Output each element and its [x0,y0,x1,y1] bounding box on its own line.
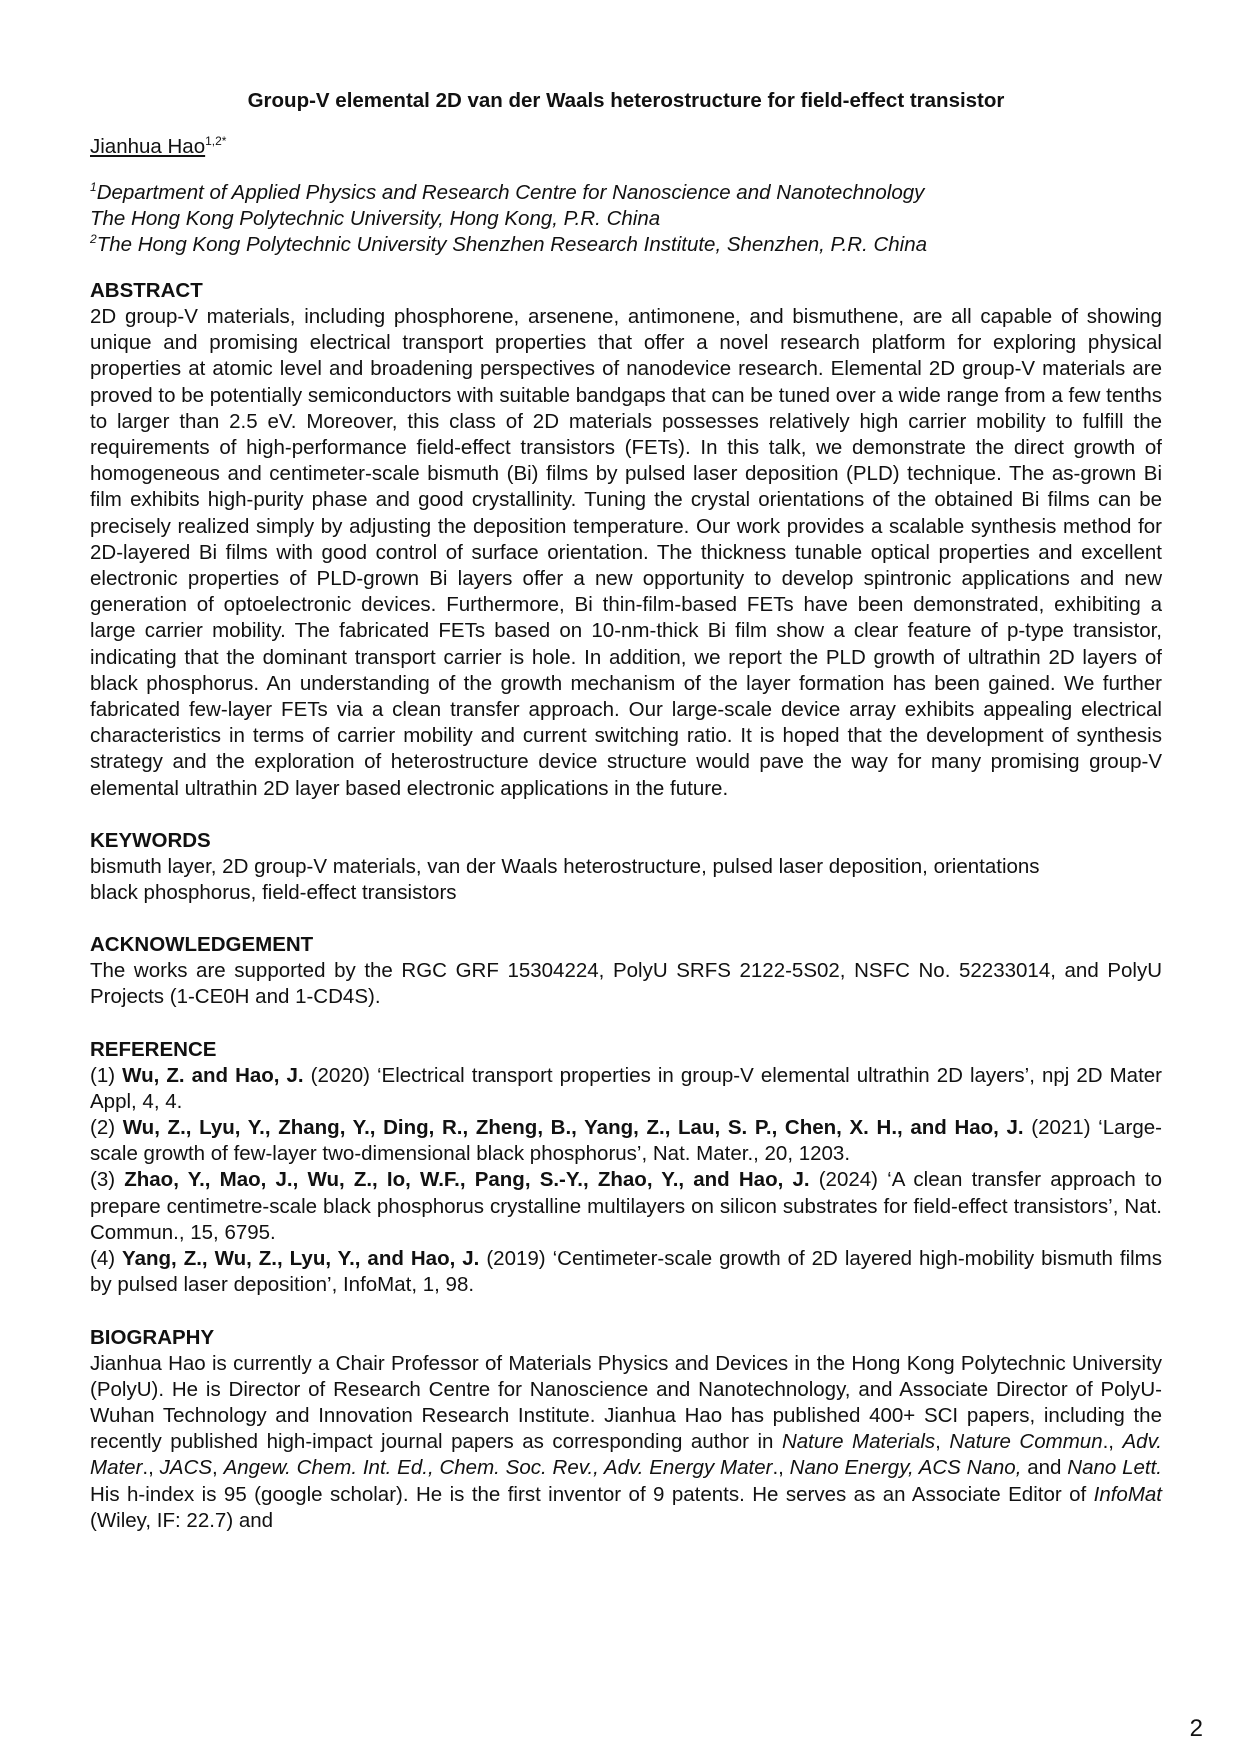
biography-italic-segment: Nature Materials [781,1430,936,1454]
reference-number: (4) [90,1247,123,1271]
biography-italic-segment: InfoMat [1093,1482,1162,1506]
reference-section [90,1037,1162,1299]
abstract-heading: ABSTRACT [90,279,203,302]
reference-authors: Wu, Z. and Hao, J. [122,1063,304,1087]
reference-citation: (2020) ‘Electrical transport properties in group-V elemental ultrathin 2D layers’, npj 2D Mater Appl, 4, 4. [90,1063,1162,1113]
paper-title: Group-V elemental 2D van der Waals heterostructure for field-effect transistor [247,89,1005,112]
page-number: 2 [1189,1715,1203,1742]
reference-authors: Yang, Z., Wu, Z., Lyu, Y., and Hao, J. [122,1247,480,1271]
affiliation-1-sup: 1 [90,180,97,194]
abstract-text: 2D group-V materials, including phosphorene, arsenene, antimonene, and bismuthene, are all capable of showing unique and promising electrical transport properties that offer a novel research platform for exploring physical properties at atomic level and broadening perspectives of nanodevice research. Elemental 2D group-V materials are proved to be potentially semiconductors with suitable bandgaps that can be tuned over a wide range from a few tenths to larger than 2.5 eV. Moreover, this class of 2D materials possesses relatively high carrier mobility to fulfill the requirements of high-performance field-effect transistors (FETs). In this talk, we demonstrate the direct growth of homogeneous and centimeter-scale bismuth (Bi) films by pulsed laser deposition (PLD) technique. The as-grown Bi film exhibits high-purity phase and good crystallinity. Tuning the crystal orientations of the obtained Bi films can be precisely realized simply by adjusting the deposition temperature. Our work provides a scalable synthesis method for 2D-layered Bi films with good control of surface orientation. The thickness tunable optical properties and excellent electronic properties of PLD-grown Bi layers offer a new opportunity to develop spintronic applications and new generation of optoelectronic devices. Furthermore, Bi thin-film-based FETs have been demonstrated, exhibiting a large carrier mobility. The fabricated FETs based on 10-nm-thick Bi film show a clear feature of p-type transistor, indicating that the dominant transport carrier is hole. In addition, we report the PLD growth of ultrathin 2D layers of black phosphorus. An understanding of the growth mechanism of the layer formation has been gained. We further fabricated few-layer FETs via a clean transfer approach. Our large-scale device array exhibits appealing electrical characteristics in terms of carrier mobility and current switching ratio. It is hoped that the development of synthesis strategy and the exploration of heterostructure device structure would pave the way for many promising group-V elemental ultrathin 2D layer based electronic applications in the future. [90,305,1162,800]
biography-section [90,1325,1162,1534]
reference-number: (1) [90,1063,123,1087]
keywords-line-1: bismuth layer, 2D group-V materials, van der Waals heterostructure, pulsed laser deposition, orientations [90,854,1040,878]
keywords-line-2: black phosphorus, field-effect transistors [90,881,457,905]
abstract-section [90,278,1162,802]
affiliation-2-sup: 2 [90,232,97,246]
biography-heading: BIOGRAPHY [90,1325,215,1349]
reference-number: (2) [90,1116,123,1140]
reference-citation: (2019) ‘Centimeter-scale growth of 2D layered high-mobility bismuth films by pulsed laser deposition’, InfoMat, 1, 98. [90,1247,1163,1297]
biography-text-segment: ., [142,1456,160,1480]
author-name: Jianhua Hao [90,135,206,158]
biography-text-segment: (Wiley, IF: 22.7) and [90,1508,274,1532]
biography-text-segment: His h-index is 95 (google scholar). He is the first inventor of 9 patents. He serves as an Associate Editor of [90,1482,1094,1506]
reference-number: (3) [90,1168,125,1192]
acknowledgement-text: The works are supported by the RGC GRF 15304224, PolyU SRFS 2122-5S02, NSFC No. 52233014, and PolyU Projects (1-CE0H and 1-CD4S). [90,959,1162,1009]
biography-text-segment: Jianhua Hao is currently a Chair Professor of Materials Physics and Devices in the Hong Kong Polytechnic University (PolyU). He is Director of Research Centre for Nanoscience and Nanotechnology, and Associate Director of PolyU-Wuhan Technology and Innovation Research Institute. Jianhua Hao has published 400+ SCI papers, including the recently published high-impact journal papers as corresponding author in [90,1351,1162,1454]
reference-item [90,1063,1162,1115]
biography-italic-segment: Nano Energy, ACS Nano, [789,1456,1022,1480]
affiliations [90,180,1162,258]
acknowledgement-section [90,932,1162,1010]
biography-text-segment: ., [1102,1430,1123,1454]
reference-authors: Zhao, Y., Mao, J., Wu, Z., Io, W.F., Pang, S.-Y., Zhao, Y., and Hao, J. [124,1168,810,1192]
reference-citation: (2024) ‘A clean transfer approach to prepare centimetre-scale black phosphorus crystalline multilayers on silicon substrates for field-effect transistors’, Nat. Commun., 15, 6795. [90,1168,1162,1244]
reference-heading: REFERENCE [90,1037,217,1061]
author-line [90,134,1162,160]
biography-text [90,1351,1162,1534]
biography-italic-segment: Nature Commun [949,1430,1103,1454]
biography-text-segment: , [935,1430,950,1454]
reference-item [90,1167,1162,1246]
document-page [90,88,1162,1560]
biography-italic-segment: Angew. Chem. Int. Ed., Chem. Soc. Rev., Adv. Energy Mater [223,1456,773,1480]
author-superscript: 1,2* [205,134,227,148]
affiliation-1-cont: The Hong Kong Polytechnic University, Hong Kong, P.R. China [90,207,661,230]
reference-authors: Wu, Z., Lyu, Y., Zhang, Y., Ding, R., Zheng, B., Yang, Z., Lau, S. P., Chen, X. H., and Hao, J. [122,1116,1024,1140]
biography-italic-segment: JACS [159,1456,213,1480]
reference-item [90,1246,1162,1298]
biography-italic-segment: Nano Lett. [1067,1456,1162,1480]
biography-text-segment: ., [772,1456,790,1480]
acknowledgement-heading: ACKNOWLEDGEMENT [90,933,314,957]
affiliation-2-line1: The Hong Kong Polytechnic University Shenzhen Research Institute, Shenzhen, P.R. China [96,233,928,256]
affiliation-1-line1: Department of Applied Physics and Research Centre for Nanoscience and Nanotechnology [96,181,925,204]
keywords-section [90,828,1162,906]
biography-text-segment: , [212,1456,224,1480]
affiliation-2 [90,232,1162,258]
reference-citation: (2021) ‘Large-scale growth of few-layer two-dimensional black phosphorus’, Nat. Mater., 20, 1203. [90,1116,1162,1166]
keywords-heading: KEYWORDS [90,828,211,852]
biography-text-segment: and [1021,1456,1068,1480]
biography-italic-segment: Adv. Mater [90,1430,1162,1480]
reference-item [90,1115,1162,1167]
affiliation-1 [90,180,1162,206]
